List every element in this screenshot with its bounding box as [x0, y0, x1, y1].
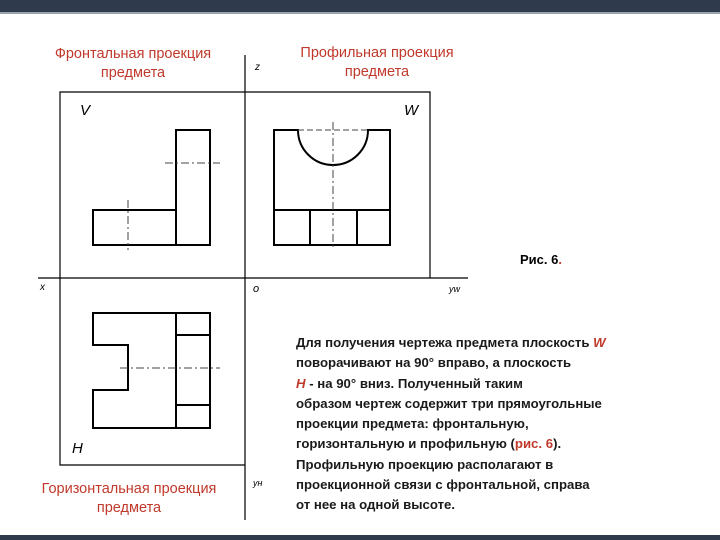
- plane-h-ref: H: [296, 375, 306, 391]
- frontal-label-line1: Фронтальная проекция: [54, 46, 212, 62]
- figure-caption-text: Рис. 6: [520, 252, 559, 267]
- text-line-7: Профильную проекцию располагают в: [296, 456, 554, 472]
- text-line-4: образом чертеж содержит три прямоугольные: [296, 395, 602, 411]
- profile-projection: [274, 122, 390, 250]
- frontal-projection: [93, 130, 220, 250]
- text-line-6-c: ).: [553, 436, 562, 452]
- horizontal-label-line1: Горизонтальная проекция: [41, 481, 217, 497]
- text-line-8: проекционной связи с фронтальной, справа: [296, 477, 590, 493]
- axis-label-z: z: [255, 62, 260, 73]
- plane-letter-v: V: [80, 102, 91, 119]
- axis-label-y-h: yн: [253, 478, 263, 488]
- text-line-3: [296, 374, 706, 394]
- text-line-1-a: Для получения чертежа предмета плоскость: [296, 335, 594, 350]
- text-line-2: поворачивают на 90° вправо, а плоскость: [296, 355, 572, 371]
- axis-label-x: x: [40, 282, 45, 293]
- axis-label-y-w: yw: [449, 284, 460, 294]
- figure-caption: [520, 252, 562, 267]
- horizontal-projection: [93, 313, 220, 428]
- horizontal-label-line2: предмета: [96, 500, 162, 516]
- text-line-6: [296, 434, 706, 454]
- horizontal-outline: [93, 313, 210, 428]
- plane-letter-h: H: [72, 440, 83, 457]
- text-line-1: [296, 333, 706, 353]
- description-text: [296, 333, 706, 516]
- profile-label-line2: предмета: [344, 64, 410, 80]
- text-line-3-b: - на 90° вниз. Полученный таким: [305, 375, 523, 391]
- figure-caption-dot: .: [558, 252, 562, 267]
- plane-w-ref: W: [593, 335, 606, 350]
- axis-label-o: o: [253, 283, 260, 295]
- h-plane-frame: [60, 278, 245, 465]
- frontal-label-line2: предмета: [100, 65, 166, 81]
- text-line-5: проекции предмета: фронтальную,: [296, 416, 529, 432]
- profile-outline: [274, 130, 390, 245]
- profile-label-line1: Профильная проекция: [300, 45, 454, 61]
- text-line-6-a: горизонтальную и профильную (: [296, 436, 515, 452]
- text-line-9: от нее на одной высоте.: [296, 497, 456, 513]
- figure-reference: рис. 6: [514, 436, 554, 452]
- plane-letter-w: W: [404, 102, 419, 119]
- frontal-outline: [93, 130, 210, 245]
